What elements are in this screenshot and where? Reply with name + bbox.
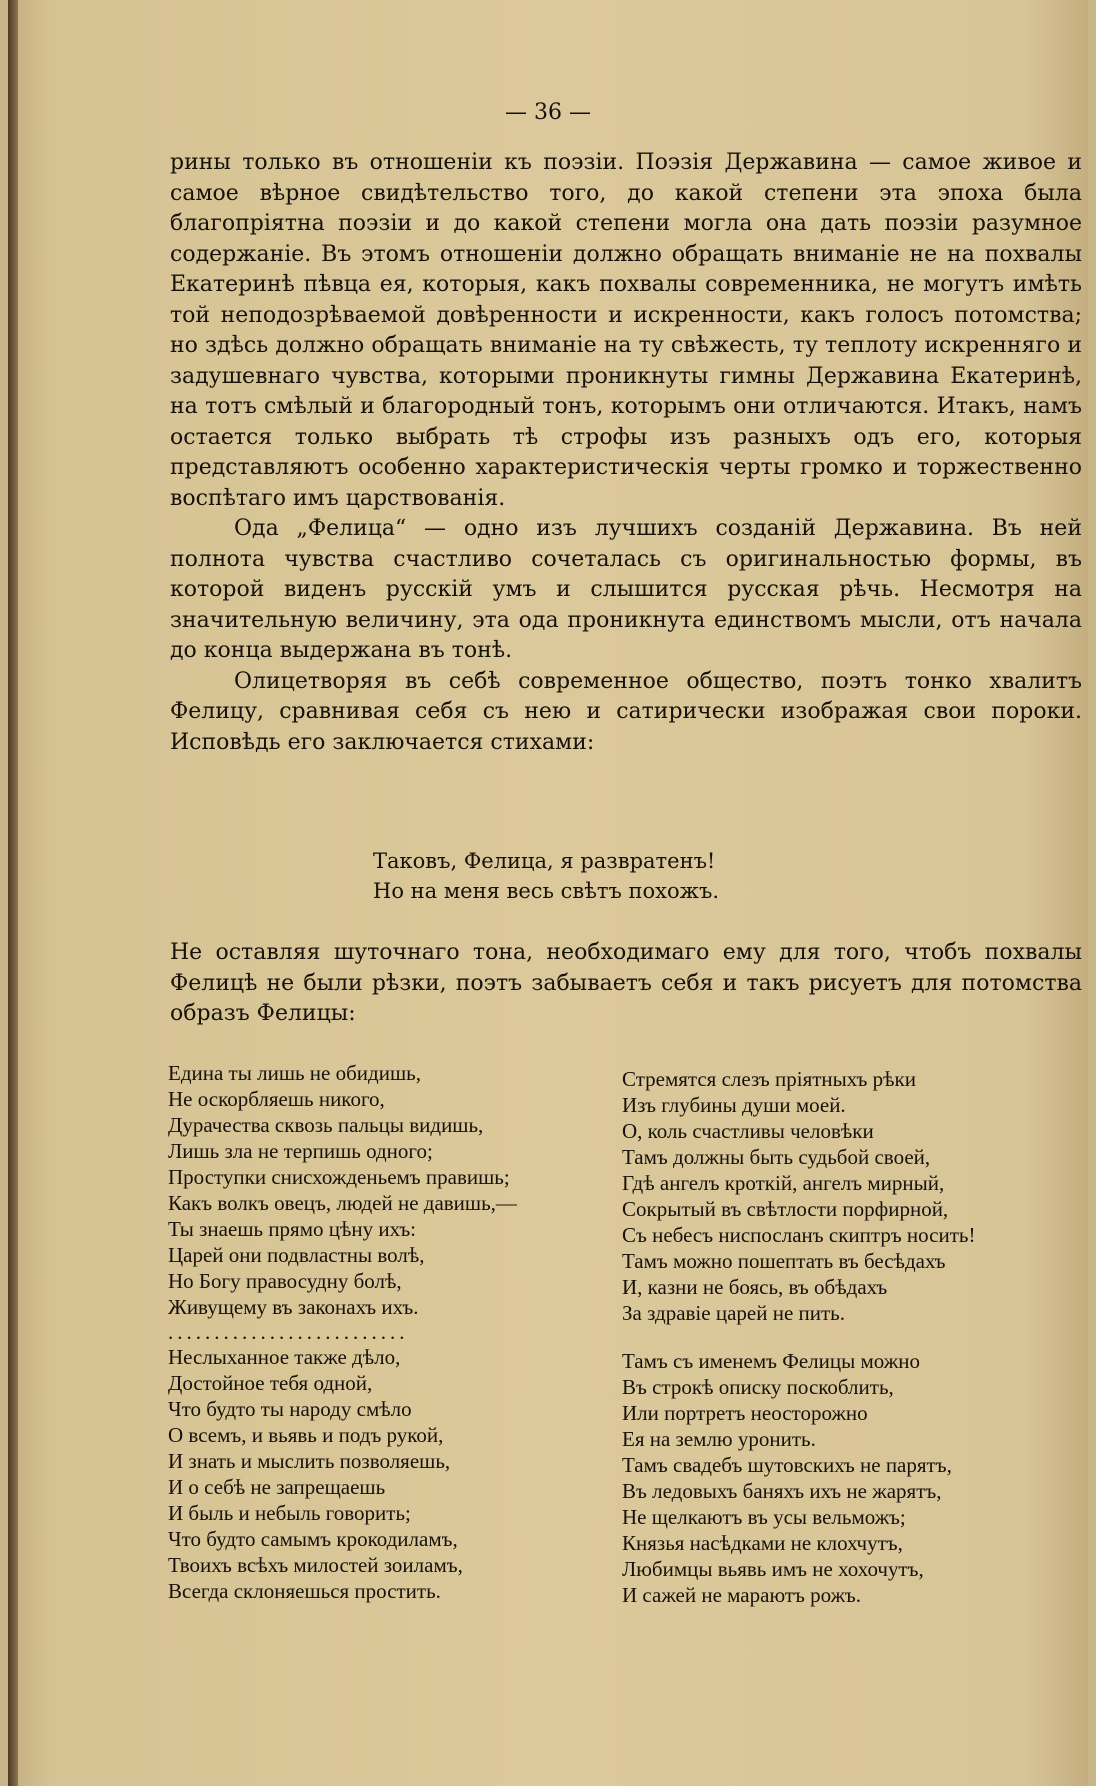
poem-line: Какъ волкъ овецъ, людей не давишь,— bbox=[168, 1191, 517, 1215]
poem-line: Живущему въ законахъ ихъ. bbox=[168, 1295, 419, 1319]
poem-line: И быль и небыль говорить; bbox=[168, 1501, 411, 1525]
poem-line: И о себѣ не запрещаешь bbox=[168, 1475, 386, 1499]
paragraph-3: Олицетворяя въ себѣ современное общество, поэтъ тонко хвалитъ Фелицу, сравнивая себя съ нею и сатирически изображая свои пороки. Исповѣдь его заключается стихами: bbox=[170, 668, 1082, 755]
poem-line: Что будто самымъ крокодиламъ, bbox=[168, 1527, 458, 1551]
poem-line: Сокрытый въ свѣтлости порфирной, bbox=[622, 1197, 949, 1221]
book-spine-edge bbox=[8, 0, 18, 1786]
poem-stanza-right-2 bbox=[622, 1348, 1082, 1608]
book-page bbox=[8, 0, 1088, 1786]
poem-line: И знать и мыслить позволяешь, bbox=[168, 1449, 451, 1473]
poem-line: Князья насѣдками не клохчутъ, bbox=[622, 1531, 903, 1555]
poem-line: Но Богу правосудну болѣ, bbox=[168, 1269, 402, 1293]
poem-line: Проступки снисхожденьемъ правишь; bbox=[168, 1165, 510, 1189]
poem-line: Любимцы вьявь имъ не хохочутъ, bbox=[622, 1557, 924, 1581]
poem-line: Тамъ можно пошептать въ бесѣдахъ bbox=[622, 1249, 946, 1273]
epigraph-quote bbox=[373, 846, 719, 906]
poem-line: Изъ глубины души моей. bbox=[622, 1093, 846, 1117]
poem-line: Не оскорбляешь никого, bbox=[168, 1087, 385, 1111]
paragraph-2: Ода „Фелица“ — одно изъ лучшихъ созданій Державина. Въ ней полнота чувства счастливо сочеталась съ оригинальностью формы, въ которой виденъ русскій умъ и слышится русская рѣчь. Несмотря на значительную величину, эта ода проникнута единствомъ мысли, отъ начала до конца выдержана въ тонѣ. bbox=[170, 516, 1082, 663]
poem-stanza-right-1 bbox=[622, 1066, 1082, 1326]
poem-column-right bbox=[622, 1066, 1082, 1608]
poem-line: Съ небесъ ниспосланъ скиптръ носить! bbox=[622, 1223, 976, 1247]
paragraph-4: Не оставляя шуточнаго тона, необходимаго ему для того, чтобъ похвалы Фелицѣ не были рѣзки, поэтъ забываетъ себя и такъ рисуетъ для потомства образъ Фелицы: bbox=[170, 940, 1082, 1026]
poem-line: Ея на землю уронить. bbox=[622, 1427, 816, 1451]
prose-block-top bbox=[170, 148, 1082, 758]
poem-line: Или портретъ неосторожно bbox=[622, 1401, 868, 1425]
epigraph-line: Но на меня весь свѣтъ похожъ. bbox=[373, 879, 720, 903]
poem-line: Въ ледовыхъ баняхъ ихъ не жарятъ, bbox=[622, 1479, 942, 1503]
page-number: — 36 — bbox=[505, 100, 591, 125]
poem-line: Неслыханное также дѣло, bbox=[168, 1345, 401, 1369]
prose-block-bottom bbox=[170, 938, 1082, 1030]
poem-line: Ты знаешь прямо цѣну ихъ: bbox=[168, 1217, 417, 1241]
poem-line: Царей они подвластны волѣ, bbox=[168, 1243, 425, 1267]
poem-line: Гдѣ ангелъ кроткій, ангелъ мирный, bbox=[622, 1171, 945, 1195]
poem-line: Едина ты лишь не обидишь, bbox=[168, 1061, 421, 1085]
poem-stanza-left-1 bbox=[168, 1060, 608, 1320]
ellipsis-divider: .......................... bbox=[168, 1320, 409, 1344]
epigraph-line: Таковъ, Фелица, я развратенъ! bbox=[373, 849, 716, 873]
poem-line: Что будто ты народу смѣло bbox=[168, 1397, 412, 1421]
stanza-gap bbox=[622, 1326, 1082, 1348]
poem-line: Стремятся слезъ пріятныхъ рѣки bbox=[622, 1067, 916, 1091]
poem-line: Всегда склоняешься простить. bbox=[168, 1579, 441, 1603]
poem-stanza-left-2 bbox=[168, 1344, 608, 1604]
poem-line: И сажей не мараютъ рожъ. bbox=[622, 1583, 861, 1607]
paragraph-1: рины только въ отношеніи къ поэзіи. Поэзія Державина — самое живое и самое вѣрное свидѣтельство того, до какой степени эта эпоха была благопріятна поэзіи и до какой степени могла она дать поэзіи разумное содержаніе. Въ этомъ отношеніи должно обращать вниманіе не на похвалы Екатеринѣ пѣвца ея, которыя, какъ похвалы современника, не могутъ имѣть той неподозрѣваемой довѣренности и искренности, какъ голосъ потомства; но здѣсь должно обращать вниманіе на ту свѣжесть, ту теплоту искренняго и задушевнаго чувства, которыми проникнуты гимны Державина Екатеринѣ, на тотъ смѣлый и благородный тонъ, которымъ они отличаются. Итакъ, намъ остается только выбрать тѣ строфы изъ разныхъ одъ его, которыя представляютъ особенно характеристическія черты громко и торжественно воспѣтаго имъ царствованія. bbox=[170, 150, 1082, 511]
poem-line: Достойное тебя одной, bbox=[168, 1371, 373, 1395]
poem-line: Тамъ свадебъ шутовскихъ не парятъ, bbox=[622, 1453, 952, 1477]
poem-line: О, коль счастливы человѣки bbox=[622, 1119, 874, 1143]
poem-line: Не щелкаютъ въ усы вельможъ; bbox=[622, 1505, 906, 1529]
poem-line: О всемъ, и вьявь и подъ рукой, bbox=[168, 1423, 444, 1447]
poem-line: За здравіе царей не пить. bbox=[622, 1301, 845, 1325]
poem-line: Лишь зла не терпишь одного; bbox=[168, 1139, 433, 1163]
poem-line: Тамъ должны быть судьбой своей, bbox=[622, 1145, 931, 1169]
poem-line: Въ строкѣ описку поскоблить, bbox=[622, 1375, 894, 1399]
poem-line: Твоихъ всѣхъ милостей зоиламъ, bbox=[168, 1553, 463, 1577]
poem-line: И, казни не боясь, въ обѣдахъ bbox=[622, 1275, 888, 1299]
poem-line: Тамъ съ именемъ Фелицы можно bbox=[622, 1349, 920, 1373]
poem-line: Дурачества сквозь пальцы видишь, bbox=[168, 1113, 484, 1137]
poem-column-left bbox=[168, 1060, 608, 1604]
